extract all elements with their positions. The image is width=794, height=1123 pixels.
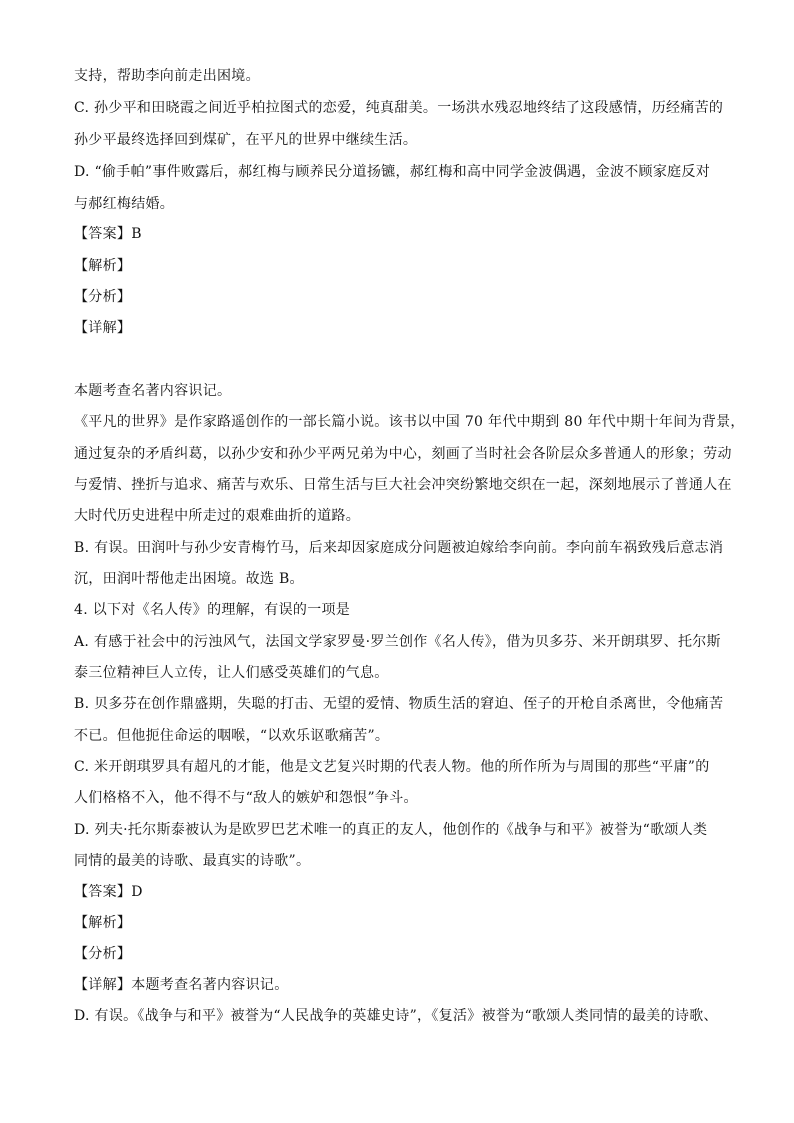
option-a-line: A. 有感于社会中的污浊风气，法国文学家罗曼·罗兰创作《名人传》，借为贝多芬、米开朗琪罗、托尔斯 [74,634,721,650]
answer-label: 【答案】D [74,884,143,900]
text-line: 泰三位精神巨人立传，让人们感受英雄们的气息。 [74,665,389,681]
question-4: 4. 以下对《名人传》的理解，有误的一项是 [74,602,351,618]
detail-label: 【详解】 [74,320,132,336]
text-line: 通过复杂的矛盾纠葛，以孙少安和孙少平两兄弟为中心，刻画了当时社会各阶层众多普通人的形象；劳动 [74,446,732,462]
option-b-line: B. 贝多芬在创作鼎盛期，失聪的打击、无望的爱情、物质生活的窘迫、侄子的开枪自杀离世，令他痛苦 [74,696,724,712]
text-line: 本题考查名著内容识记。 [74,383,232,399]
text-line: D. 有误。《战争与和平》被誉为“人民战争的英雄史诗”，《复活》被誉为“歌颂人类同情的最美的诗歌、 [74,1008,718,1024]
text-line: 与爱情、挫折与追求、痛苦与欢乐、日常生活与巨大社会冲突纷繁地交织在一起，深刻地展示了普通人在 [74,477,732,493]
detail-label: 【详解】本题考查名著内容识记。 [74,977,289,993]
text-line: 沉，田润叶帮他走出困境。故选 B。 [74,571,304,587]
analysis-label: 【解析】 [74,258,132,274]
text-line: 支持，帮助李向前走出困境。 [74,68,260,84]
answer-label: 【答案】B [74,226,142,242]
text-line: 人们格格不入，他不得不与“敌人的嫉妒和怨恨”争斗。 [74,790,418,806]
text-line: 孙少平最终选择回到煤矿，在平凡的世界中继续生活。 [74,132,418,148]
option-d-line: D. 列夫·托尔斯泰被认为是欧罗巴艺术唯一的真正的友人，他创作的《战争与和平》被誉为“歌颂人类 [74,822,708,838]
text-line: 同情的最美的诗歌、最真实的诗歌”。 [74,853,311,869]
text-line: 与郝红梅结婚。 [74,196,175,212]
text-line: B. 有误。田润叶与孙少安青梅竹马，后来却因家庭成分问题被迫嫁给李向前。李向前车祸致残后意志消 [74,540,724,556]
breakdown-label: 【分析】 [74,289,132,305]
analysis-label: 【解析】 [74,915,132,931]
option-c-line: C. 米开朗琪罗具有超凡的才能，他是文艺复兴时期的代表人物。他的所作所为与周围的那些“平庸”的 [74,759,710,775]
breakdown-label: 【分析】 [74,946,132,962]
text-line: 不已。但他扼住命运的咽喉，“以欢乐讴歌痛苦”。 [74,728,390,744]
option-d-line: D. “偷手帕”事件败露后，郝红梅与顾养民分道扬镳，郝红梅和高中同学金波偶遇，金波不顾家庭反对 [74,164,711,180]
text-line: 《平凡的世界》是作家路遥创作的一部长篇小说。该书以中国 70 年代中期到 80 年代中期十年间为背景， [74,414,745,430]
option-c-line: C. 孙少平和田晓霞之间近乎柏拉图式的恋爱，纯真甜美。一场洪水残忍地终结了这段感情，历经痛苦的 [74,100,724,116]
text-line: 大时代历史进程中所走过的艰难曲折的道路。 [74,508,360,524]
